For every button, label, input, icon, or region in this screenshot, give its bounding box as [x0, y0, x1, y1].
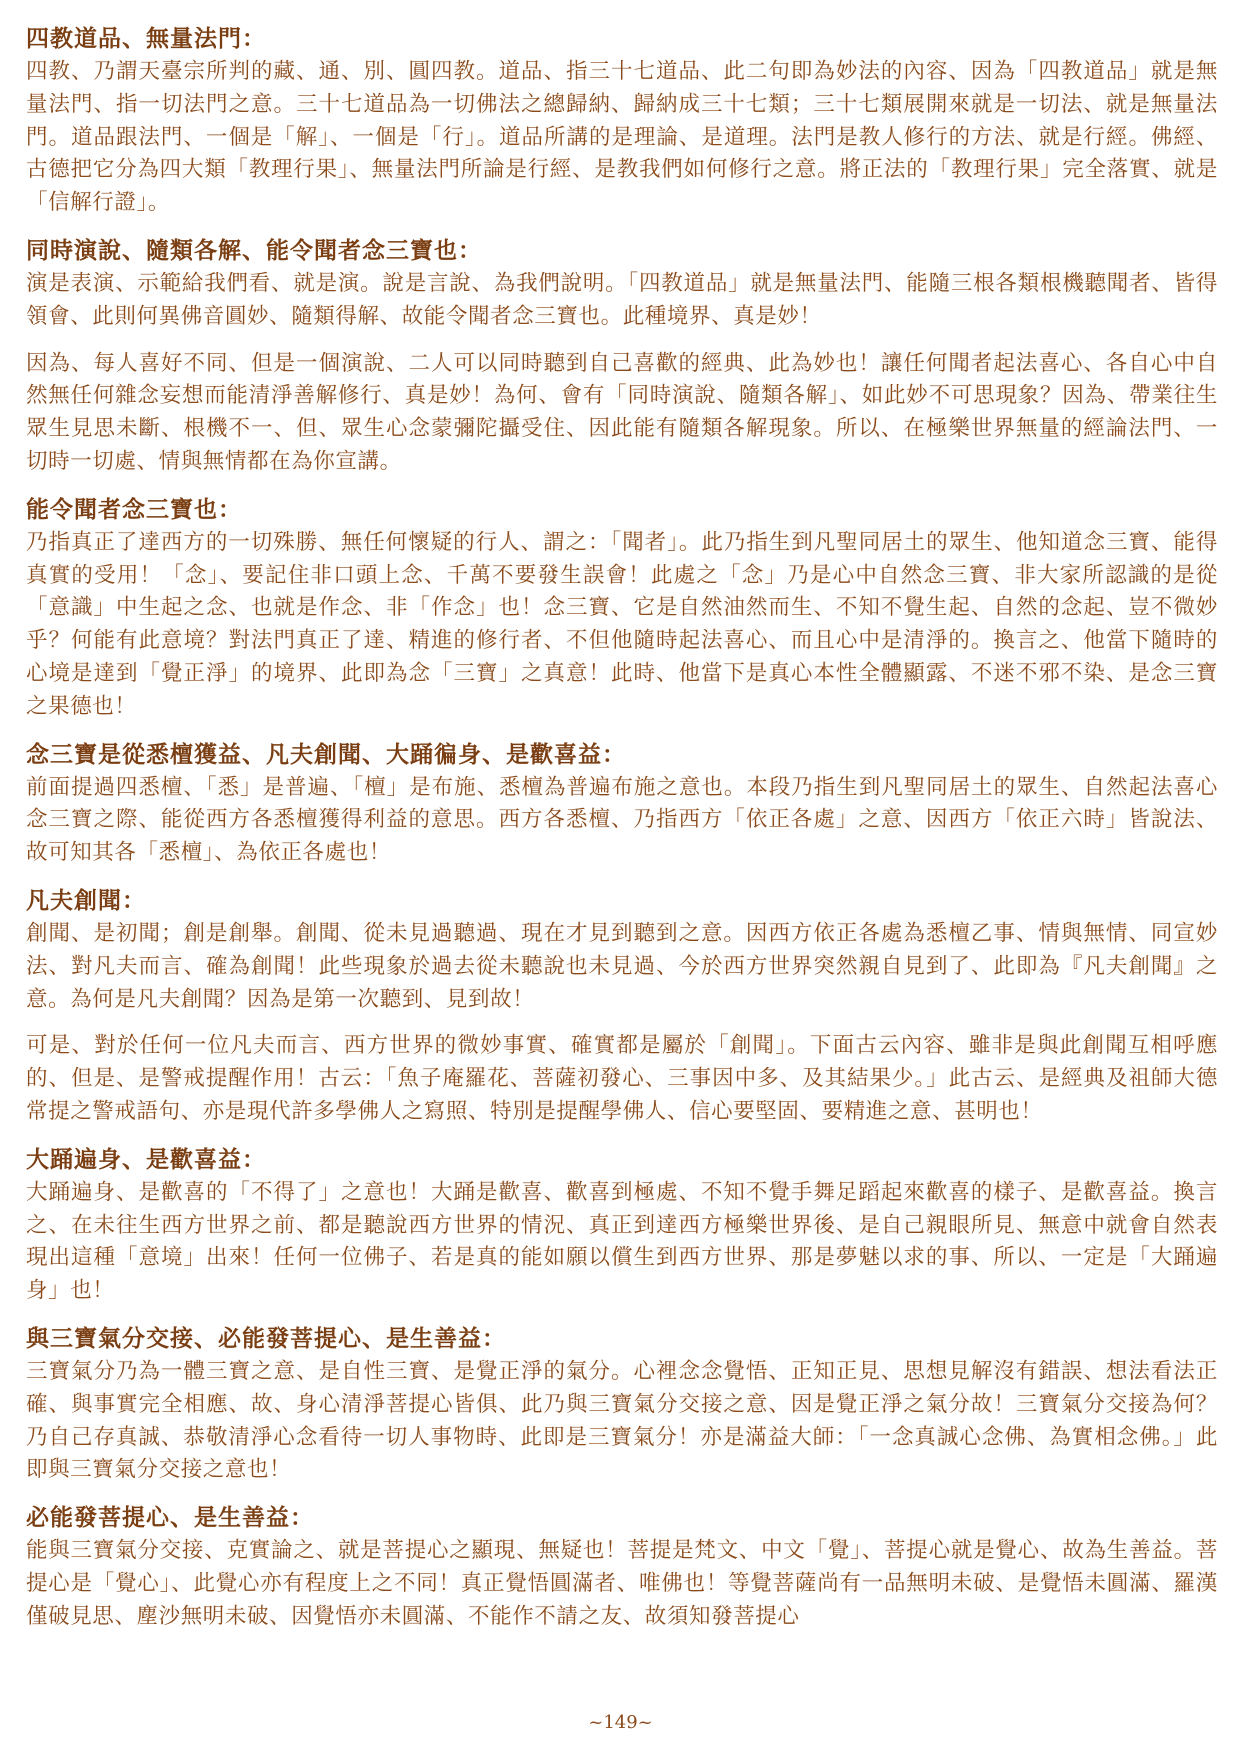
- section-heading: 念三寶是從悉檀獲益、凡夫創聞、大踊徧身、是歡喜益：: [26, 740, 626, 768]
- section-heading: 四教道品、無量法門：: [26, 25, 266, 52]
- section-paragraph: 三寶氣分乃為一體三寶之意、是自性三寶、是覺正淨的氣分。心裡念念覺悟、正知正見、思想見解沒有錯誤、想法看法正確、與事實完全相應、故、身心清淨菩提心皆俱、此乃與三寶氣分交接之意、因是覺正淨之氣分故！三寶氣分交接為何？乃自己存真誠、恭敬清淨心念看待一切人事物時、此即是三寶氣分！亦是滿益大師：「一念真誠心念佛、為實相念佛。」此即與三寶氣分交接之意也！: [26, 1358, 1218, 1483]
- section-paragraph: 四教、乃謂天臺宗所判的藏、通、別、圓四教。道品、指三十七道品、此二句即為妙法的內容、因為「四教道品」就是無量法門、指一切法門之意。三十七道品為一切佛法之總歸納、歸納成三十七類；三十七類展開來就是一切法、就是無量法門。道品跟法門、一個是「解」、一個是「行」。道品所講的是理論、是道理。法門是教人修行的方法、就是行經。佛經、古德把它分為四大類「教理行果」、無量法門所論是行經、是教我們如何修行之意。將正法的「教理行果」完全落實、就是「信解行證」。: [26, 59, 1218, 216]
- section-heading: 同時演說、隨類各解、能令聞者念三寶也：: [26, 236, 482, 264]
- section-heading: 凡夫創聞：: [26, 886, 146, 914]
- page-number: ~149~: [588, 1712, 653, 1733]
- section-paragraph: 創聞、是初聞；創是創舉。創聞、從未見過聽過、現在才見到聽到之意。因西方依正各處為悉檀乙事、情與無情、同宣妙法、對凡夫而言、確為創聞！此些現象於過去從未聽說也未見過、今於西方世界突然親自見到了、此即為『凡夫創聞』之意。為何是凡夫創聞？因為是第一次聽到、見到故！: [26, 920, 1218, 1012]
- section-simultaneous-preaching: [26, 234, 1218, 479]
- section-four-teachings: [26, 22, 1218, 220]
- section-paragraph: 前面提過四悉檀、「悉」是普遍、「檀」是布施、悉檀為普遍布施之意也。本段乃指生到凡聖同居土的眾生、自然起法喜心念三寶之際、能從西方各悉檀獲得利益的意思。西方各悉檀、乃指西方「依正各處」之意、因西方「依正六時」皆說法、故可知其各「悉檀」、為依正各處也！: [26, 774, 1218, 866]
- section-siddhanta-benefit: [26, 738, 1218, 870]
- section-bodhi-mind: [26, 1501, 1218, 1633]
- section-paragraph: 大踊遍身、是歡喜的「不得了」之意也！大踊是歡喜、歡喜到極處、不知不覺手舞足蹈起來歡喜的樣子、是歡喜益。換言之、在未往生西方世界之前、都是聽說西方世界的情況、真正到達西方極樂世界後、是自己親眼所見、無意中就會自然表現出這種「意境」出來！任何一位佛子、若是真的能如願以償生到西方世界、那是夢魅以求的事、所以、一定是「大踊遍身」也！: [26, 1179, 1218, 1304]
- section-mindful-of-three-jewels: [26, 493, 1218, 724]
- section-paragraph: 能與三寶氣分交接、克實論之、就是菩提心之顯現、無疑也！菩提是梵文、中文「覺」、菩提心就是覺心、故為生善益。菩提心是「覺心」、此覺心亦有程度上之不同！真正覺悟圓滿者、唯佛也！等覺菩薩尚有一品無明未破、是覺悟未圓滿、羅漢僅破見思、塵沙無明未破、因覺悟亦未圓滿、不能作不請之友、故須知發菩提心: [26, 1538, 1218, 1629]
- document-page: [26, 22, 1218, 1647]
- section-heading: 大踊遍身、是歡喜益：: [26, 1145, 266, 1173]
- section-heading: 與三寶氣分交接、必能發菩提心、是生善益：: [26, 1324, 506, 1352]
- section-joyful-benefit: [26, 1143, 1218, 1308]
- section-first-hearing: [26, 884, 1218, 1129]
- section-paragraph: 可是、對於任何一位凡夫而言、西方世界的微妙事實、確實都是屬於「創聞」。下面古云內容、雖非是與此創聞互相呼應的、但是、是警戒提醒作用！古云：「魚子庵羅花、菩薩初發心、三事因中多、及其結果少。」此古云、是經典及祖師大德常提之警戒語句、亦是現代許多學佛人之寫照、特別是提醒學佛人、信心要堅固、要精進之意、甚明也！: [26, 1033, 1218, 1124]
- section-paragraph: 因為、每人喜好不同、但是一個演說、二人可以同時聽到自己喜歡的經典、此為妙也！讓任何聞者起法喜心、各自心中自然無任何雜念妄想而能清淨善解修行、真是妙！為何、會有「同時演說、隨類各解」、如此妙不可思現象？因為、帶業往生眾生見思未斷、根機不一、但、眾生心念蒙彌陀攝受住、因此能有隨類各解現象。所以、在極樂世界無量的經論法門、一切時一切處、情與無情都在為你宣講。: [26, 350, 1218, 474]
- section-heading: 能令聞者念三寶也：: [26, 495, 242, 523]
- section-paragraph: 演是表演、示範給我們看、就是演。說是言說、為我們說明。「四教道品」就是無量法門、能隨三根各類根機聽聞者、皆得領會、此則何異佛音圓妙、隨類得解、故能令聞者念三寶也。此種境界、真是妙！: [26, 270, 1218, 329]
- section-three-jewels-connection: [26, 1322, 1218, 1487]
- section-paragraph: 乃指真正了達西方的一切殊勝、無任何懷疑的行人、謂之：「聞者」。此乃指生到凡聖同居土的眾生、他知道念三寶、能得真實的受用！「念」、要記住非口頭上念、千萬不要發生誤會！此處之「念」乃是心中自然念三寶、非大家所認識的是從「意識」中生起之念、也就是作念、非「作念」也！念三寶、它是自然油然而生、不知不覺生起、自然的念起、豈不微妙乎？何能有此意境？對法門真正了達、精進的修行者、不但他隨時起法喜心、而且心中是清淨的。換言之、他當下隨時的心境是達到「覺正淨」的境界、此即為念「三寶」之真意！此時、他當下是真心本性全體顯露、不迷不邪不染、是念三寶之果德也！: [26, 529, 1218, 719]
- section-heading: 必能發菩提心、是生善益：: [26, 1504, 314, 1532]
